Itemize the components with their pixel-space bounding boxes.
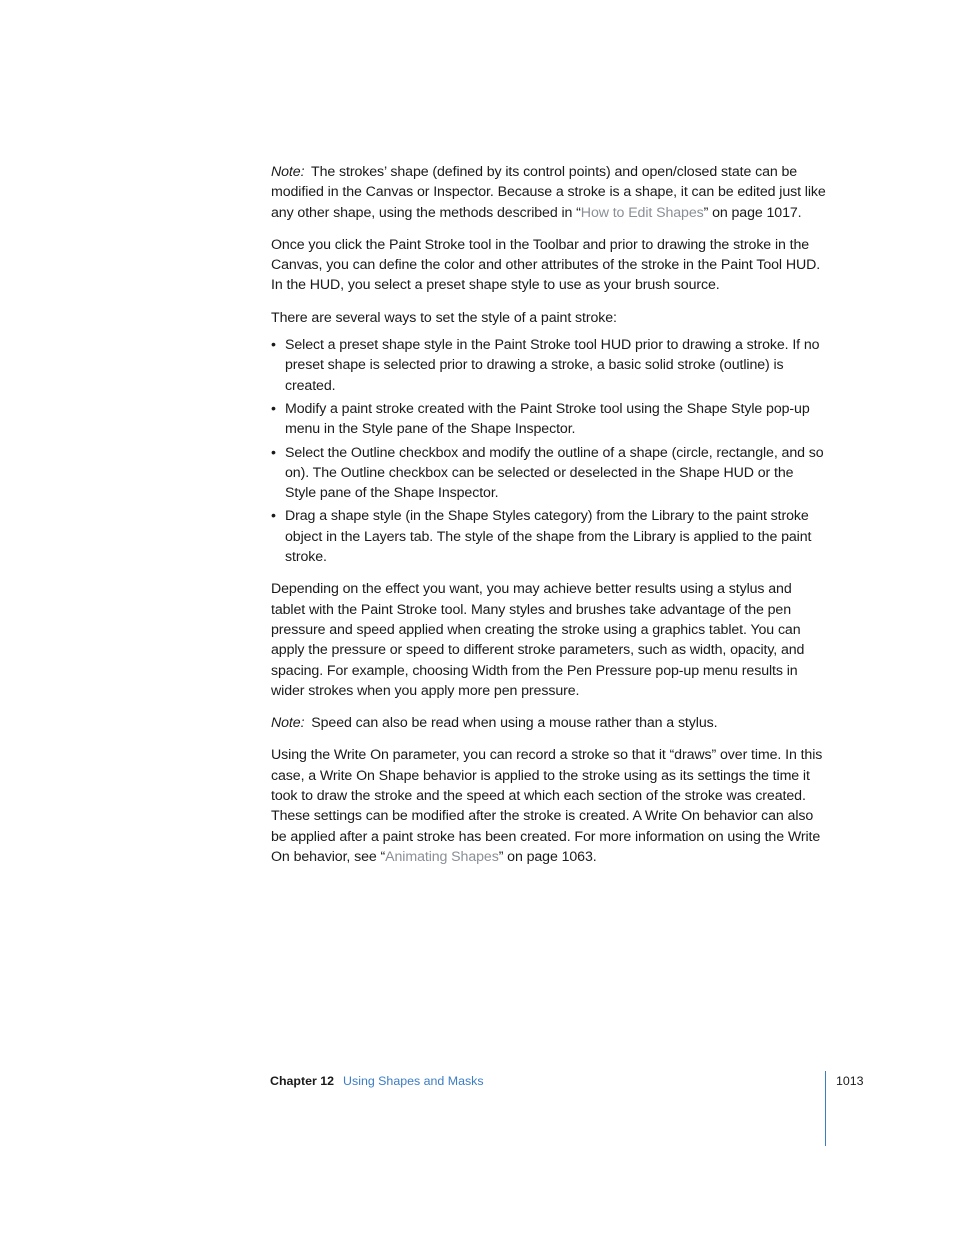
page-footer	[270, 1073, 484, 1089]
style-options-list	[271, 335, 827, 567]
write-on-text-end: ” on page 1063.	[498, 848, 597, 865]
footer-divider	[825, 1071, 826, 1146]
page-body	[271, 162, 827, 879]
mouse-note-paragraph	[271, 713, 827, 733]
ways-intro-paragraph: There are several ways to set the style of a paint stroke:	[271, 309, 617, 326]
bullet-marker: •	[271, 400, 276, 417]
page-number: 1013	[836, 1074, 864, 1088]
note-label: Note:	[271, 164, 305, 180]
bullet-marker: •	[271, 337, 276, 354]
bullet-marker: •	[271, 508, 276, 525]
chapter-label: Chapter 12	[270, 1074, 335, 1088]
note-text: Speed can also be read when using a mouse rather than a stylus.	[311, 715, 718, 732]
animating-shapes-link[interactable]: Animating Shapes	[385, 848, 499, 865]
list-item	[271, 506, 827, 567]
note-paragraph	[271, 162, 827, 223]
write-on-text: Using the Write On parameter, you can record a stroke so that it “draws” over time. In this case, a Write On Shape behavior is applied to the stroke using as its settings the time it took to draw the stroke and the speed at which each section of the stroke was created. These settings can be modified after the stroke is created. A Write On behavior can also be applied after a paint stroke has been created. For more information on using the Write On behavior, see “	[271, 747, 823, 865]
list-item-text: Drag a shape style (in the Shape Styles category) from the Library to the paint stroke object in the Layers tab. The style of the shape from the Library is applied to the paint stroke.	[285, 508, 812, 566]
note-label: Note:	[271, 715, 305, 732]
list-item	[271, 335, 827, 396]
stylus-tablet-paragraph: Depending on the effect you want, you may achieve better results using a stylus and tablet with the Paint Stroke tool. Many styles and brushes take advantage of the pen pressure and speed applied when creating the stroke using a graphics tablet. You can apply the pressure or speed to different stroke parameters, such as width, opacity, and spacing. For example, choosing Width from the Pen Pressure pop-up menu results in wider strokes when you apply more pen pressure.	[271, 581, 805, 699]
list-item-text: Select the Outline checkbox and modify the outline of a shape (circle, rectangle, and so on). The Outline checkbox can be selected or deselected in the Shape HUD or the Style pane of the Shape Inspector.	[285, 444, 824, 502]
note-text: The strokes’ shape (defined by its control points) and open/closed state can be modified in the Canvas or Inspector. Because a stroke is a shape, it can be edited just like any other shape, using the methods described in “	[271, 164, 826, 221]
list-item	[271, 399, 827, 440]
note-text-end: ” on page 1017.	[703, 204, 802, 221]
how-to-edit-shapes-link[interactable]: How to Edit Shapes	[580, 204, 704, 221]
paint-stroke-intro-paragraph: Once you click the Paint Stroke tool in the Toolbar and prior to drawing the stroke in the Canvas, you can define the color and other attributes of the stroke in the Paint Tool HUD. In the HUD, you select a preset shape style to use as your brush source.	[271, 236, 821, 294]
list-item	[271, 443, 827, 504]
bullet-marker: •	[271, 444, 276, 461]
write-on-paragraph	[271, 745, 827, 867]
list-item-text: Select a preset shape style in the Paint Stroke tool HUD prior to drawing a stroke. If no preset shape is selected prior to drawing a stroke, a basic solid stroke (outline) is created.	[285, 337, 820, 394]
list-item-text: Modify a paint stroke created with the Paint Stroke tool using the Shape Style pop-up menu in the Style pane of the Shape Inspector.	[285, 400, 810, 438]
chapter-title-link[interactable]: Using Shapes and Masks	[343, 1074, 484, 1088]
